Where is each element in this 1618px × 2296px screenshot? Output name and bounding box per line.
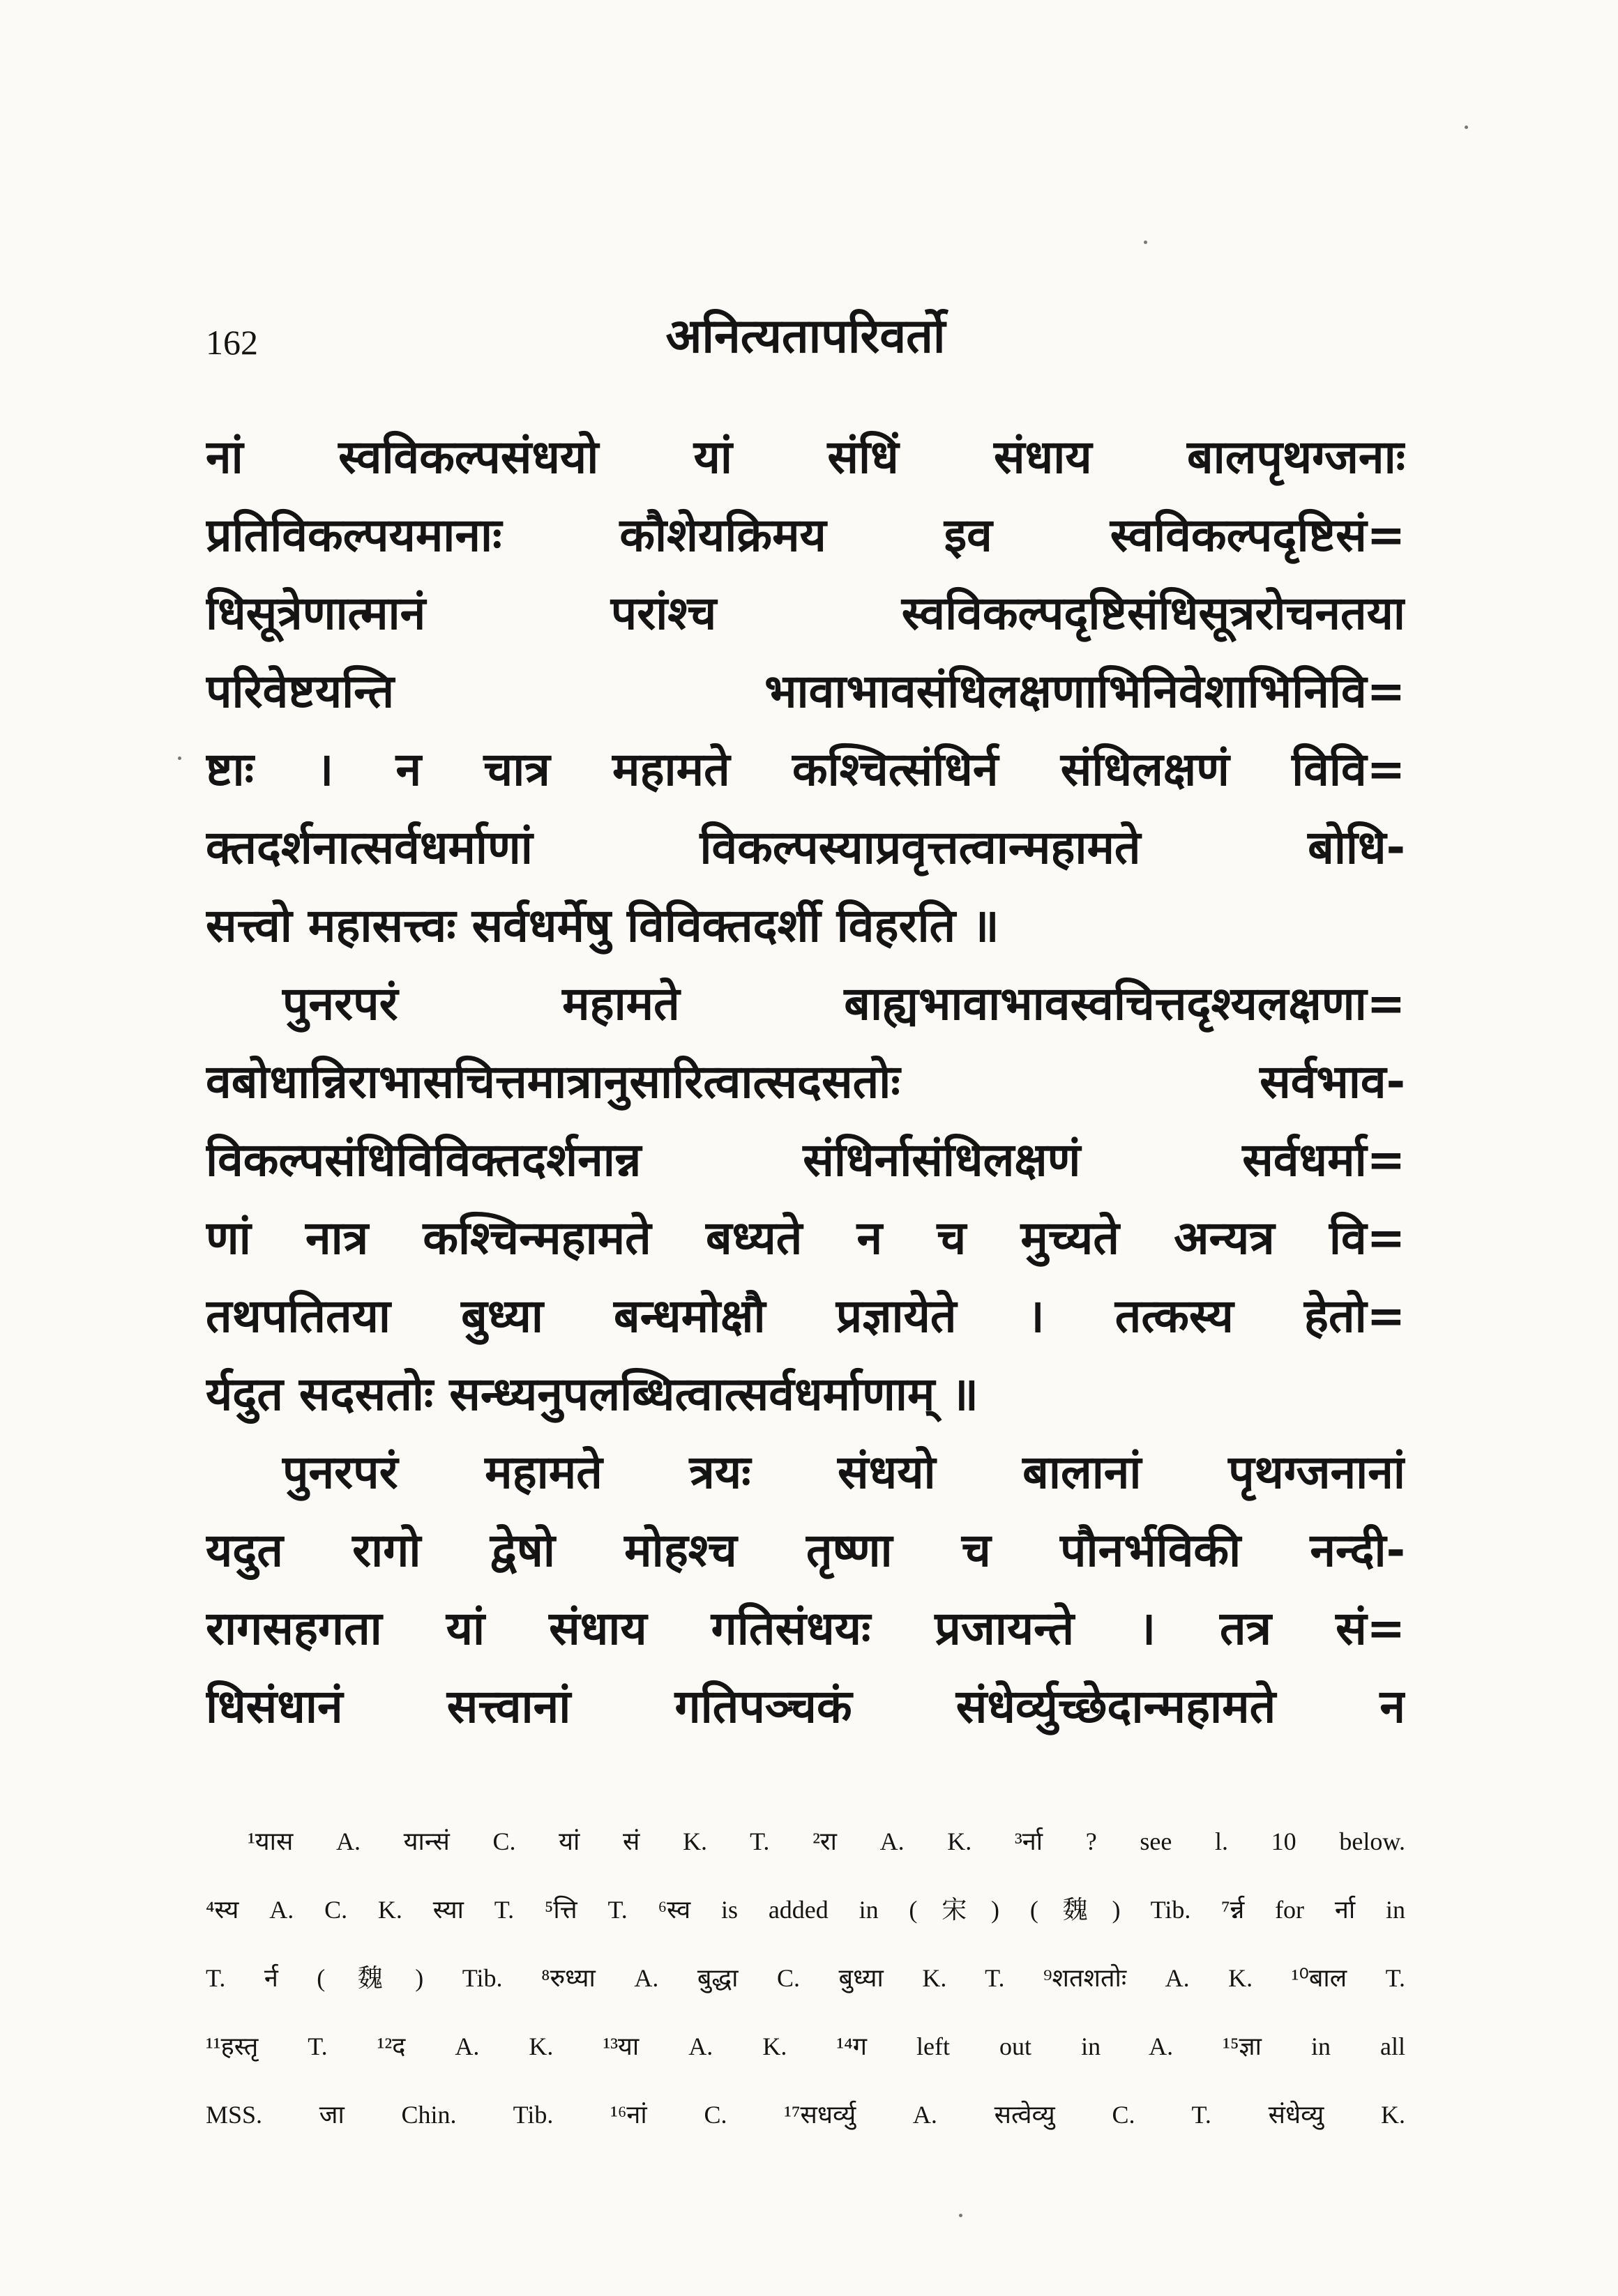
paragraph-3 [206, 1434, 1405, 1746]
text-line: धिसूत्रेणात्मानं परांश्च स्वविकल्पदृष्टिसंधिसूत्ररोचनतया [206, 586, 1405, 640]
footnote-line: MSS. जा Chin. Tib. ¹⁶नां C. ¹⁷सधर्व्यु A. सत्वेव्यु C. T. संधेव्यु K. [206, 2101, 1405, 2129]
paper-speck [959, 2214, 962, 2217]
footnote-line: T. र्न (魏) Tib. ⁸रुध्या A. बुद्धा C. बुध्या K. T. ⁹शतशतोः A. K. ¹⁰बाल T. [206, 1964, 1405, 1992]
text-line: विकल्पसंधिविविक्तदर्शनान्न संधिर्नासंधिलक्षणं सर्वधर्मा= [206, 1133, 1405, 1187]
text-line: तथपतितया बुध्या बन्धमोक्षौ प्रज्ञायेते । तत्कस्य हेतो= [206, 1289, 1405, 1343]
text-line: ष्टाः । न चात्र महामते कश्चित्संधिर्न संधिलक्षणं विवि= [206, 743, 1405, 796]
text-line: नां स्वविकल्पसंधयो यां संधिं संधाय बालपृथग्जनाः [206, 430, 1405, 484]
text-line: णां नात्र कश्चिन्महामते बध्यते न च मुच्यते अन्यत्र वि= [206, 1211, 1405, 1265]
page-header [206, 301, 1405, 378]
text-line: वबोधान्निराभासचित्तमात्रानुसारित्वात्सदसतोः सर्वभाव- [206, 1055, 1405, 1109]
paper-speck [1144, 241, 1147, 244]
paper-speck [178, 757, 181, 760]
paper-speck [1465, 126, 1468, 129]
text-line: यदुत रागो द्वेषो मोहश्च तृष्णा च पौनर्भविकी नन्दी- [206, 1523, 1405, 1577]
paragraph-2 [206, 965, 1405, 1434]
text-line: सत्त्वो महासत्त्वः सर्वधर्मेषु विविक्तदर्शी विहरति ॥ [206, 899, 999, 952]
text-line: पुनरपरं महामते बाह्यभावाभावस्वचित्तदृश्यलक्षणा= [282, 977, 1405, 1031]
text-line: क्तदर्शनात्सर्वधर्माणां विकल्पस्याप्रवृत्तत्वान्महामते बोधि- [206, 821, 1405, 874]
page-number: 162 [206, 323, 258, 362]
running-title: अनित्यतापरिवर्तो [665, 309, 946, 364]
text-line: प्रतिविकल्पयमानाः कौशेयक्रिमय इव स्वविकल्पदृष्टिसं= [206, 508, 1405, 562]
text-line: धिसंधानं सत्त्वानां गतिपञ्चकं संधेर्व्युच्छेदान्महामते न [206, 1680, 1405, 1733]
text-line: परिवेष्टयन्ति भावाभावसंधिलक्षणाभिनिवेशाभिनिवि= [206, 664, 1405, 718]
footnote-line: ⁴स्य A. C. K. स्या T. ⁵त्ति T. ⁶स्व is added in (宋) (魏) Tib. ⁷र्न्न for र्ना in [206, 1896, 1405, 1924]
paragraph-1 [206, 418, 1405, 965]
text-line: र्यदुत सदसतोः सन्ध्यनुपलब्धित्वात्सर्वधर्माणाम् ॥ [206, 1367, 978, 1421]
main-text [206, 418, 1405, 1746]
text-line: रागसहगता यां संधाय गतिसंधयः प्रजायन्ते । तत्र सं= [206, 1602, 1405, 1655]
footnote-line: ¹यास A. यान्सं C. यां सं K. T. ²रा A. K. ³र्ना ? see l. 10 below. [248, 1827, 1405, 1855]
text-line: पुनरपरं महामते त्रयः संधयो बालानां पृथग्जनानां [282, 1445, 1405, 1499]
footnote-line: ¹¹हस्तृ T. ¹²द A. K. ¹³या A. K. ¹⁴ग left out in A. ¹⁵ज्ञा in all [206, 2032, 1405, 2060]
footnotes [206, 1807, 1405, 2149]
